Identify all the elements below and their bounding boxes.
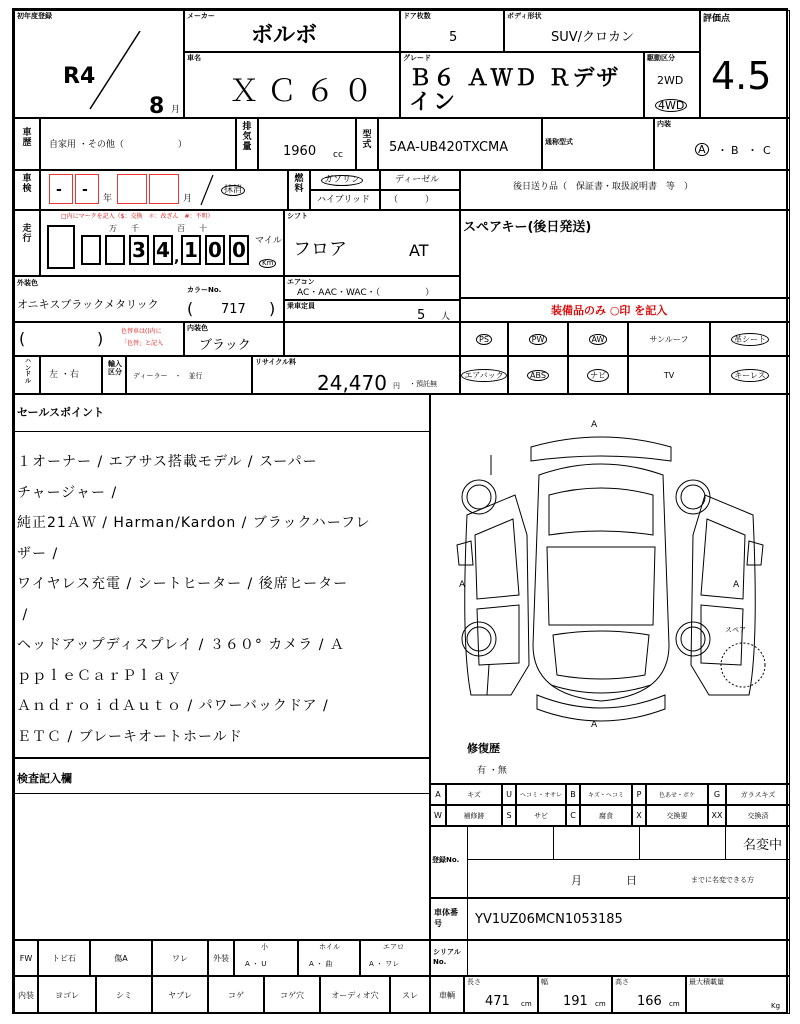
sales-lines [17, 447, 427, 752]
history-label-box [14, 118, 40, 170]
spare-label: スペア [725, 626, 746, 634]
damage-legend [430, 784, 790, 826]
slash-mark [85, 31, 145, 111]
form-text: S [502, 805, 516, 826]
vin-box [430, 898, 790, 940]
damage-mark: A [591, 420, 598, 430]
model-value: ＸＣ６０ [229, 74, 381, 109]
shaken-label-box [14, 170, 40, 210]
sales-points-box [14, 394, 430, 758]
serial-box [430, 940, 790, 976]
repair-value: 有 ・無 [477, 766, 507, 776]
first-reg-era: R4 [63, 64, 96, 89]
sales-line: ｐｐｌｅＣａｒＰｌａｙ [17, 667, 182, 684]
form-text: W [430, 805, 446, 826]
int-color-label: 内装色 [187, 324, 208, 332]
int-color-value: ブラック [199, 338, 251, 353]
grade-value: Ｂ６ ＡＷＤ Ｒデザイン [409, 66, 621, 115]
shaken-none: 抹消 [221, 185, 245, 196]
form-text: 傷A [90, 940, 152, 976]
form-text: AW [589, 334, 608, 345]
form-text: A ・ ワレ [369, 960, 400, 968]
equip-aw [568, 322, 628, 356]
interior-grade-box: 内装 A ・ B ・ C [654, 118, 790, 170]
form-text: ヤブレ [152, 976, 208, 1014]
color-no-value: 717 [221, 302, 246, 317]
mileage-digit: 1 [181, 235, 201, 265]
sales-line: / [17, 606, 29, 623]
handle-value: 左 ・右 [49, 370, 79, 380]
form-text: 471 [485, 994, 510, 1009]
import-box [126, 356, 252, 394]
form-text: 革シート [731, 333, 769, 346]
score-value: 4.5 [711, 54, 772, 98]
shift-box [284, 210, 460, 276]
color-change-note1: 色替車は()内に [121, 328, 162, 335]
maker-box [184, 10, 400, 52]
form-text: cm [669, 1000, 680, 1008]
maker-label: メーカー [187, 12, 215, 20]
serial-label: シリアルNo. [433, 948, 461, 966]
color-change-box: ( ) 色替車は()内に 「色替」と記入 [14, 322, 184, 356]
handle-label: ハンドル [24, 358, 31, 385]
recycle-unit: 円 [393, 382, 400, 390]
sales-line: ザー / [17, 545, 59, 562]
fuel-diesel-cell [380, 170, 460, 190]
form-text: キーレス [731, 369, 769, 382]
aircon-value: AC・AAC・WAC・（ ） [297, 288, 435, 298]
mileage-digit [105, 235, 125, 265]
form-text: C [566, 805, 580, 826]
history-box [40, 118, 236, 170]
shaken-month-box-1 [117, 174, 147, 204]
type-box [378, 118, 542, 170]
form-text: TV [663, 370, 675, 380]
interior-grade-a: A [695, 143, 709, 156]
form-text: FW [14, 940, 38, 976]
form-text: A [430, 784, 446, 805]
drive-4wd: 4WD [655, 99, 687, 112]
shaken-box [40, 170, 288, 210]
type-label-box [356, 118, 378, 170]
shaken-slash [197, 175, 217, 207]
capacity-box [284, 300, 460, 322]
body-label: ボディ形状 [507, 12, 542, 20]
form-text: ヨゴレ [38, 976, 96, 1014]
history-value: 自家用 ・その他（ ） [49, 140, 187, 150]
size-row [430, 976, 790, 1014]
form-text: キズ・ヘコミ [580, 784, 632, 805]
ext-color-value: オニキスブラックメタリック [17, 298, 159, 311]
unit-juu: 十 [199, 224, 207, 233]
sales-line: チャージャー / [17, 484, 118, 501]
shaken-year-box-1: - [49, 174, 73, 204]
interior-grade-c: C [763, 144, 771, 157]
aircon-label: エアコン [287, 278, 315, 286]
form-text: 高さ [615, 978, 629, 986]
doors-box [400, 10, 504, 52]
docs-text: 後日送り品（ 保証書・取扱説明書 等 ） [513, 182, 694, 192]
fw-ext-row [14, 940, 430, 976]
car-diagram-box [430, 394, 790, 784]
form-text: XX [708, 805, 726, 826]
form-text: オーディオ穴 [320, 976, 390, 1014]
equipment-title-box [460, 298, 790, 322]
form-text: PS [476, 334, 492, 345]
registration-box [430, 826, 790, 898]
unit-man: 万 [109, 224, 117, 233]
drive-box [644, 52, 700, 118]
form-text: サンルーフ [649, 334, 689, 344]
form-text: 補修跡 [446, 805, 502, 826]
reg-label: 登録No. [432, 856, 460, 864]
handle-label-box [14, 356, 40, 394]
shift-label: シフト [287, 212, 308, 220]
fuel-gas-cell [310, 170, 380, 190]
form-text: ワレ [152, 940, 208, 976]
first-registration-box [14, 10, 184, 118]
form-text: スレ [390, 976, 430, 1014]
form-text: ヘコミ・オサレ [516, 784, 566, 805]
color-no-label: カラーNo. [187, 286, 222, 294]
inspection-box [14, 758, 430, 940]
form-text: 長さ [467, 978, 481, 986]
form-text: ホイル [319, 943, 340, 951]
form-text: エアロ [383, 943, 404, 951]
reg-deadline: までに名変できる方 [691, 876, 754, 884]
form-text: 191 [563, 994, 588, 1009]
equip-abs [508, 356, 568, 394]
form-text: コゲ [208, 976, 264, 1014]
equipment-title: 装備品のみ ○印 を記入 [551, 304, 668, 317]
body-value: SUV/クロカン [551, 30, 635, 45]
sales-line: ヘッドアップディスプレイ / ３６０° カメラ / Ａ [17, 637, 345, 653]
mileage-box [40, 210, 284, 276]
form-text: 交換要 [646, 805, 708, 826]
fuel-label: 燃料 [294, 174, 304, 194]
vin-label: 車体番号 [434, 908, 458, 928]
interior-row [14, 976, 430, 1014]
type-value: 5AA-UB420TXCMA [389, 140, 509, 155]
reg-date: 月 日 [571, 874, 637, 887]
handle-box [40, 356, 102, 394]
fuel-hybrid: ハイブリッド [317, 195, 371, 205]
mileage-box-digit-0 [47, 225, 75, 269]
form-text: PW [529, 334, 548, 345]
recycle-value: 24,470 [317, 371, 387, 395]
history-label: 車歴 [22, 128, 32, 148]
vin-value: YV1UZ06MCN1053185 [475, 912, 623, 927]
docs-box [460, 170, 790, 210]
form-text: エアバック [461, 369, 506, 382]
tsusho-box [542, 118, 654, 170]
mileage-digit: 4 [153, 235, 173, 265]
inspection-title: 検査記入欄 [17, 772, 72, 785]
equip-pw [508, 322, 568, 356]
form-text: Kg [771, 1002, 781, 1010]
sales-line: １オーナー / エアサス搭載モデル / スーパー [17, 454, 318, 470]
model-label: 車名 [187, 54, 201, 62]
form-text: 内装 [14, 976, 38, 1014]
form-text: A ・ U [245, 960, 267, 968]
shaken-label: 車検 [22, 174, 32, 194]
name-change: 名変中 [743, 838, 783, 853]
shaken-year-unit: 年 [103, 194, 113, 204]
fuel-diesel: ディーゼル [395, 175, 440, 185]
form-text: 外装 [208, 940, 234, 976]
mileage-digit [81, 235, 101, 265]
equip-ps [460, 322, 508, 356]
displacement-value: 1960 [283, 144, 317, 159]
score-label: 評価点 [703, 14, 731, 24]
equip-keyless [710, 356, 790, 394]
sales-line: ＡｎｄｒｏｉｄＡｕｔｏ / パワーバックドア / [17, 698, 329, 714]
recycle-box [252, 356, 460, 394]
form-text: cm [595, 1000, 606, 1008]
score-box [700, 10, 790, 118]
grade-box [400, 52, 644, 118]
first-reg-label: 初年度登録 [17, 12, 52, 20]
form-text: 小 [261, 943, 268, 951]
model-box [184, 52, 400, 118]
form-text: ABS [527, 370, 549, 381]
fuel-label-box [288, 170, 310, 210]
displacement-label: 排気量 [242, 122, 252, 152]
shaken-year-box-2: - [75, 174, 99, 204]
repair-label: 修復歴 [467, 742, 500, 755]
equip-leather [710, 322, 790, 356]
form-text: キズ [446, 784, 502, 805]
damage-mark: A [459, 580, 466, 590]
form-text: ナビ [587, 369, 609, 382]
fuel-other: （ ） [389, 195, 435, 205]
import-label: 輸入区分 [108, 360, 122, 376]
form-text: 交換済 [726, 805, 790, 826]
mileage-digits [81, 225, 249, 269]
import-value: ディーラー ・ 並行 [133, 372, 203, 380]
equip-sunroof [628, 322, 710, 356]
form-text: 166 [637, 994, 662, 1009]
notes-box [460, 210, 790, 298]
import-label-box [102, 356, 126, 394]
sales-title: セールスポイント [17, 406, 105, 419]
shift-value: フロア [293, 239, 347, 260]
interior-grade-label: 内装 [657, 120, 671, 128]
form-text: X [632, 805, 646, 826]
first-reg-month: 8 [149, 94, 165, 119]
mileage-note: □内にマークを記入（$：交換 ＊：改ざん #：不明） [61, 213, 214, 220]
tsusho-label: 通称型式 [545, 138, 573, 146]
mileage-digit: 0 [205, 235, 225, 265]
ext-color-box: 外装色 オニキスブラックメタリック カラーNo. ( 717 ) [14, 276, 284, 322]
equipment-row-1 [460, 322, 790, 356]
damage-mark: A [591, 720, 598, 730]
form-text: G [708, 784, 726, 805]
form-text: 腐食 [580, 805, 632, 826]
drive-2wd: 2WD [657, 74, 684, 87]
displacement-unit: cc [333, 150, 343, 160]
form-text: 最大積載量 [689, 978, 724, 986]
body-type-box [504, 10, 700, 52]
fuel-gasoline: ガソリン [321, 175, 363, 186]
mileage-km: Km [259, 259, 276, 268]
month-unit: 月 [171, 105, 181, 115]
displacement-label-box [236, 118, 258, 170]
shift-type: AT [409, 241, 429, 260]
grade-label: グレード [403, 54, 431, 62]
damage-mark: A [733, 580, 740, 590]
auction-sheet [12, 8, 788, 1014]
unit-sen: 千 [131, 224, 139, 233]
equip-airbag [460, 356, 508, 394]
form-text: シミ [96, 976, 152, 1014]
equip-tv [628, 356, 710, 394]
mileage-label: 走行 [22, 224, 32, 244]
ext-color-label: 外装色 [17, 279, 38, 287]
form-text: P [632, 784, 646, 805]
spare-key-note: スペアキー(後日発送) [463, 220, 592, 235]
doors-label: ドア枚数 [403, 12, 431, 20]
capacity-fill-box [284, 322, 460, 356]
maker-value: ボルボ [251, 23, 318, 48]
equip-navi [568, 356, 628, 394]
form-text: サビ [516, 805, 566, 826]
form-text: 色あせ・ボケ [646, 784, 708, 805]
type-label: 型式 [362, 130, 372, 150]
form-text: 幅 [541, 978, 548, 986]
mileage-digit: 3 [129, 235, 149, 265]
equipment-row-2 [460, 356, 790, 394]
shaken-month-box-2 [149, 174, 179, 204]
sales-line: ＥＴＣ / ブレーキオートホールド [17, 728, 243, 745]
displacement-box [258, 118, 356, 170]
doors-value: 5 [449, 30, 458, 45]
recycle-deposit: ・預託無 [409, 380, 437, 388]
drive-label: 駆動区分 [647, 54, 675, 62]
mileage-mile: マイル [255, 236, 282, 246]
mileage-label-box [14, 210, 40, 276]
int-color-box [184, 322, 284, 356]
form-text: B [566, 784, 580, 805]
aircon-box [284, 276, 460, 300]
sales-line: ワイヤレス充電 / シートヒーター / 後席ヒーター [17, 576, 349, 592]
form-text: A ・ 曲 [309, 960, 333, 968]
fuel-other-cell [380, 190, 460, 210]
form-text: 車輌 [430, 976, 464, 1014]
form-text: U [502, 784, 516, 805]
capacity-label: 乗車定員 [287, 302, 315, 310]
fuel-hybrid-cell [310, 190, 380, 210]
unit-hyaku: 百 [177, 224, 185, 233]
color-change-note2: 「色替」と記入 [121, 340, 164, 347]
form-text: ガラスキズ [726, 784, 790, 805]
sales-line: 純正21ＡＷ / Harman/Kardon / ブラックハーフレ [17, 515, 371, 531]
interior-grade-b: B [731, 144, 739, 157]
capacity-value: 5 [417, 308, 426, 323]
mileage-digit-row: 3 4 , 1 0 0 [81, 235, 249, 269]
shaken-month-unit: 月 [183, 194, 193, 204]
capacity-unit: 人 [441, 312, 451, 322]
form-text: cm [521, 1000, 532, 1008]
recycle-label: リサイクル料 [255, 358, 297, 366]
mileage-digit: 0 [229, 235, 249, 265]
form-text: トビ石 [38, 940, 90, 976]
form-text: コゲ穴 [264, 976, 320, 1014]
